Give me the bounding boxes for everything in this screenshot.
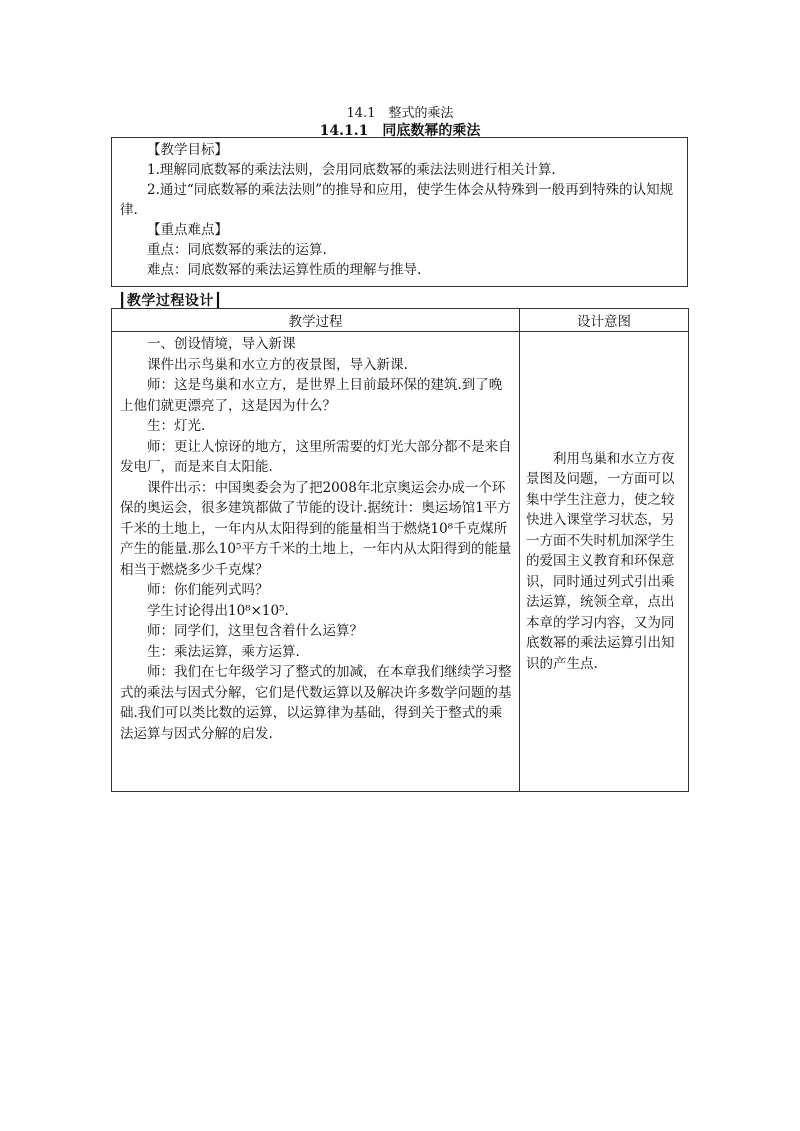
teaching-goals-box (111, 137, 688, 287)
process-line: 师：你们能列式吗？ (147, 582, 269, 598)
column-header-intent: 设计意图 (520, 309, 689, 332)
column-header-process: 教学过程 (112, 309, 520, 332)
design-intent-text: 利用鸟巢和水立方夜景图及问题，一方面可以集中学生注意力，使之较快进入课堂学习状态，另一方面不失时机加深学生的爱国主义教育和环保意识，同时通过列式引出乘法运算，统领全章，点出本章的学习内容，又为同底数幂的乘法运算引出知识的产生点. (526, 450, 675, 672)
difficulty-heading: 【重点难点】 (147, 222, 228, 238)
section-title: 14.1.1 同底数幂的乘法 (319, 123, 481, 139)
table-row (112, 332, 689, 792)
process-line: 师：我们在七年级学习了整式的加减，在本章我们继续学习整式的乘法与因式分解，它们是代数运算以及解决许多数学问题的基础.我们可以类比数的运算，以运算律为基础，得到关于整式的乘法运算与因式分解的启发. (120, 664, 512, 742)
process-line: 学生讨论得出10⁸×10⁵. (147, 602, 289, 619)
process-cell (112, 332, 520, 792)
objective-1: 1.理解同底数幂的乘法法则，会用同底数幂的乘法法则进行相关计算. (147, 162, 556, 178)
process-line: 一、创设情境，导入新课 (147, 336, 296, 352)
intent-cell (520, 332, 689, 792)
objectives-heading: 【教学目标】 (147, 142, 228, 158)
process-line: 课件出示：中国奥委会为了把2008年北京奥运会办成一个环保的奥运会，很多建筑都做了节能的设计.据统计：奥运场馆1平方千米的土地上，一年内从太阳得到的能量相当于燃烧10⁸千克煤所产生的能量.那么10⁵平方千米的土地上，一年内从太阳得到的能量相当于燃烧多少千克煤？ (120, 479, 512, 578)
key-point: 重点：同底数幂的乘法的运算. (147, 242, 327, 258)
table-header-row (112, 309, 689, 332)
process-line: 生：乘法运算，乘方运算. (147, 643, 300, 660)
process-line: 课件出示鸟巢和水立方的夜景图，导入新课. (147, 356, 408, 373)
objective-2: 2.通过“同底数幂的乘法法则”的推导和应用，使学生体会从特殊到一般再到特殊的认知规律. (120, 182, 674, 218)
chapter-title: 14.1 整式的乘法 (346, 106, 454, 121)
teaching-process-table (111, 308, 689, 792)
process-line: 师：更让人惊讶的地方，这里所需要的灯光大部分都不是来自发电厂，而是来自太阳能. (120, 438, 512, 475)
process-line: 师：这是鸟巢和水立方，是世界上目前最环保的建筑.到了晚上他们就更漂亮了，这是因为什么？ (120, 377, 503, 414)
process-line: 生：灯光. (147, 418, 206, 434)
process-design-heading: ┃教学过程设计┃ (118, 293, 223, 309)
difficult-point: 难点：同底数幂的乘法运算性质的理解与推导. (147, 262, 422, 278)
process-line: 师：同学们，这里包含着什么运算？ (147, 623, 363, 639)
